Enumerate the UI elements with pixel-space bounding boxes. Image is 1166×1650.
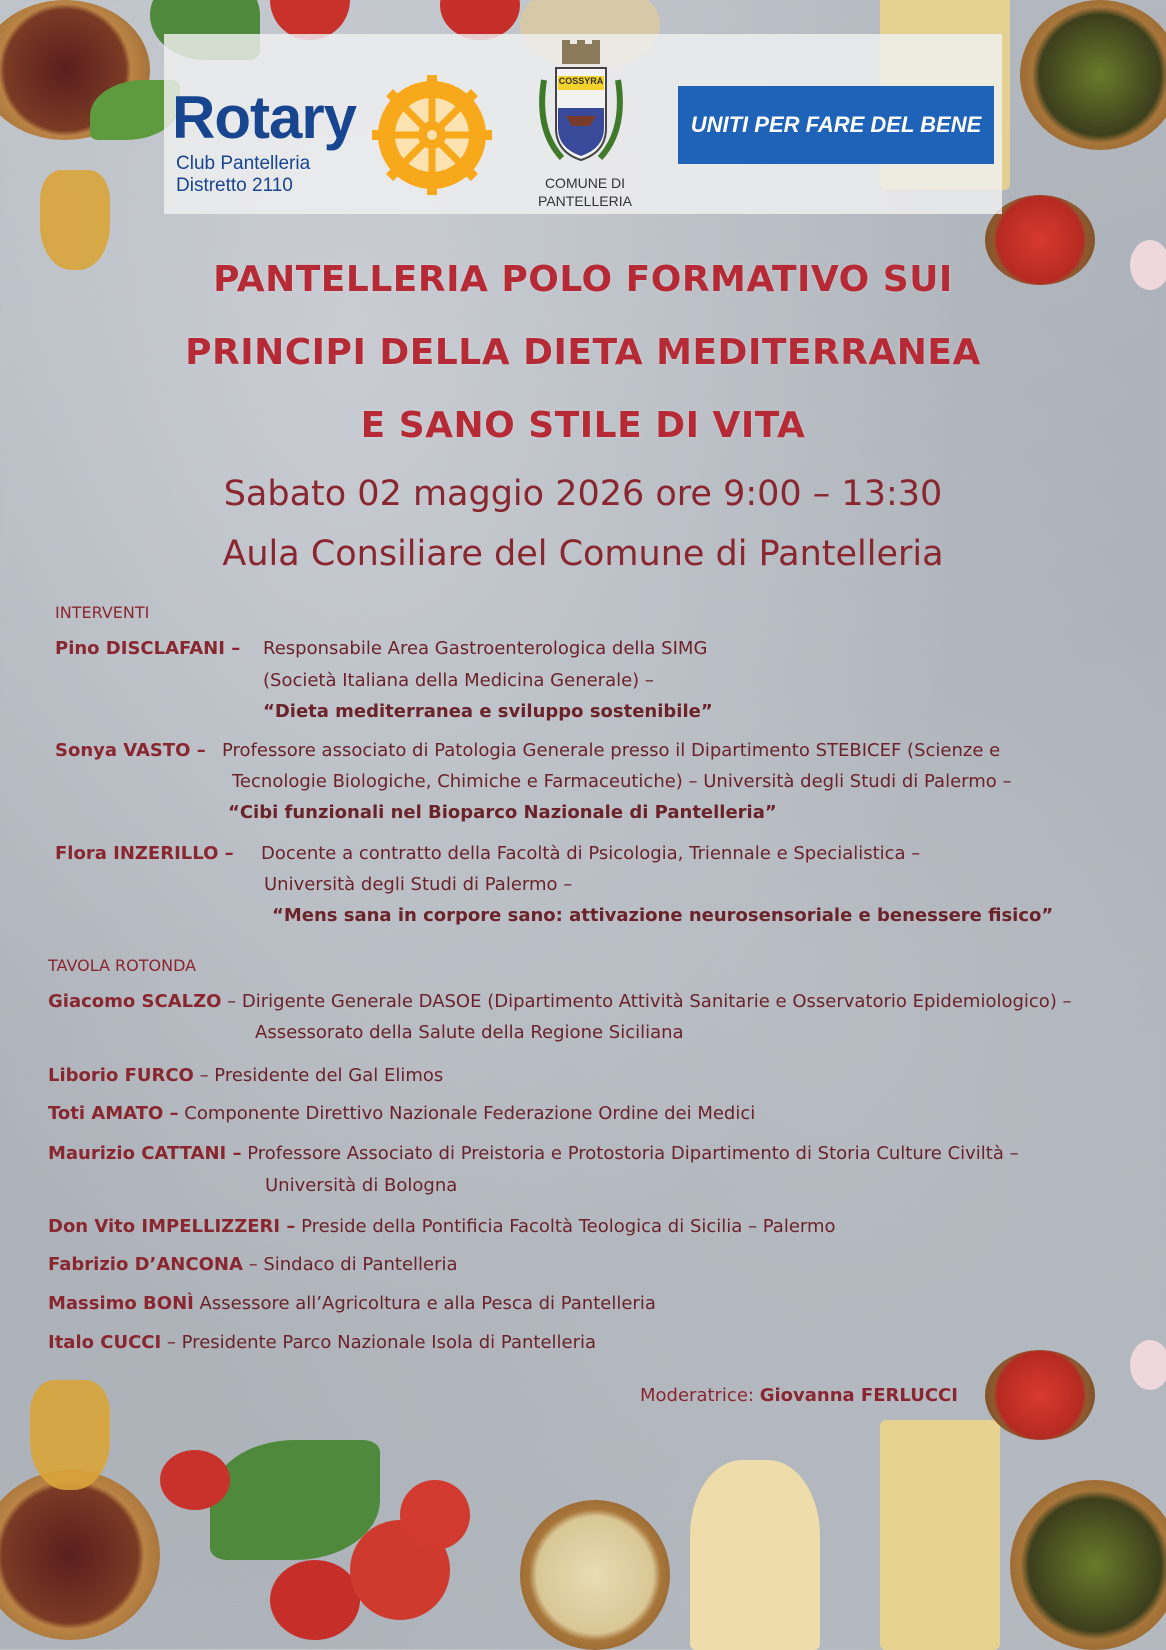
interventi-heading: INTERVENTI [55,603,150,622]
panelist-role: Assessorato della Salute della Regione Siciliana [255,1022,684,1043]
panelist-role: Assessore all’Agricoltura e alla Pesca di Pantelleria [193,1293,656,1314]
speaker-name: Sonya VASTO – [55,740,206,761]
panelist-name: Don Vito IMPELLIZZERI – [48,1216,296,1237]
panelist-role: – Presidente del Gal Elimos [193,1065,444,1086]
panelist-name: Toti AMATO – [48,1103,179,1124]
speaker-role: Responsabile Area Gastroenterologica della SIMG [263,638,708,659]
panelist-role: Università di Bologna [265,1175,458,1196]
rotary-district: Distretto 2110 [176,175,293,196]
moderatrice-label: Moderatrice: [640,1385,760,1406]
event-date: Sabato 02 maggio 2026 ore 9:00 – 13:30 [223,474,943,514]
panelist-role: Professore Associato di Preistoria e Protostoria Dipartimento di Storia Culture Civiltà – [241,1143,1019,1164]
rotary-wheel-icon [372,75,492,195]
panelist-entry [48,1067,443,1085]
panelist-entry [48,1256,458,1274]
slogan-banner: UNITI PER FARE DEL BENE [678,86,994,164]
talk-title: “Cibi funzionali nel Bioparco Nazionale di Pantelleria” [228,802,777,823]
panelist-role: – Dirigente Generale DASOE (Dipartimento Attività Sanitarie e Osservatorio Epidemiologico) – [221,991,1072,1012]
panelist-role: – Presidente Parco Nazionale Isola di Pantelleria [161,1332,597,1353]
panelist-name: Maurizio CATTANI – [48,1143,242,1164]
comune-label-line2: PANTELLERIA [538,193,632,209]
talk-title: “Mens sana in corpore sano: attivazione neurosensoriale e benessere fisico” [272,905,1054,926]
panelist-role: – Sindaco di Pantelleria [242,1254,458,1275]
panelist-name: Giacomo SCALZO [48,991,222,1012]
moderatrice-name: Giovanna FERLUCCI [759,1385,958,1406]
tavola-heading: TAVOLA ROTONDA [48,956,197,975]
panelist-name: Italo CUCCI [48,1332,162,1353]
panelist-role: Preside della Pontificia Facoltà Teologica di Sicilia – Palermo [295,1216,836,1237]
panelist-entry [48,1105,755,1123]
speaker-name: Pino DISCLAFANI – [55,638,241,659]
rotary-club-name: Club Pantelleria [176,153,311,174]
comune-crest-icon [532,40,630,180]
speaker-role: Tecnologie Biologiche, Chimiche e Farmaceutiche) – Università degli Studi di Palermo – [232,771,1012,792]
panelist-entry [48,1334,596,1352]
title-line-2: PRINCIPI DELLA DIETA MEDITERRANEA [185,332,981,373]
panelist-name: Fabrizio D’ANCONA [48,1254,243,1275]
talk-title: “Dieta mediterranea e sviluppo sostenibile” [263,701,713,722]
event-venue: Aula Consiliare del Comune di Pantelleria [222,534,944,574]
title-line-3: E SANO STILE DI VITA [360,405,806,446]
panelist-line [48,1145,1019,1163]
panelist-role: Componente Direttivo Nazionale Federazione Ordine dei Medici [178,1103,756,1124]
rotary-logo-text: Rotary [172,84,357,151]
speaker-role: Professore associato di Patologia Generale presso il Dipartimento STEBICEF (Scienze e [222,740,1001,761]
panelist-line [48,993,1072,1011]
speaker-role: Docente a contratto della Facoltà di Psicologia, Triennale e Specialistica – [261,843,921,864]
speaker-name: Flora INZERILLO – [55,843,234,864]
speaker-role: (Società Italiana della Medicina Generale) – [263,670,654,691]
moderatrice [640,1387,958,1405]
crest-label: COSSYRA [558,76,604,86]
title-line-1: PANTELLERIA POLO FORMATIVO SUI [213,259,953,300]
panelist-entry [48,1218,836,1236]
speaker-role: Università degli Studi di Palermo – [264,874,573,895]
panelist-name: Massimo BONÌ [48,1293,194,1314]
panelist-name: Liborio FURCO [48,1065,194,1086]
comune-label-line1: COMUNE DI [544,175,626,191]
panelist-entry [48,1295,656,1313]
